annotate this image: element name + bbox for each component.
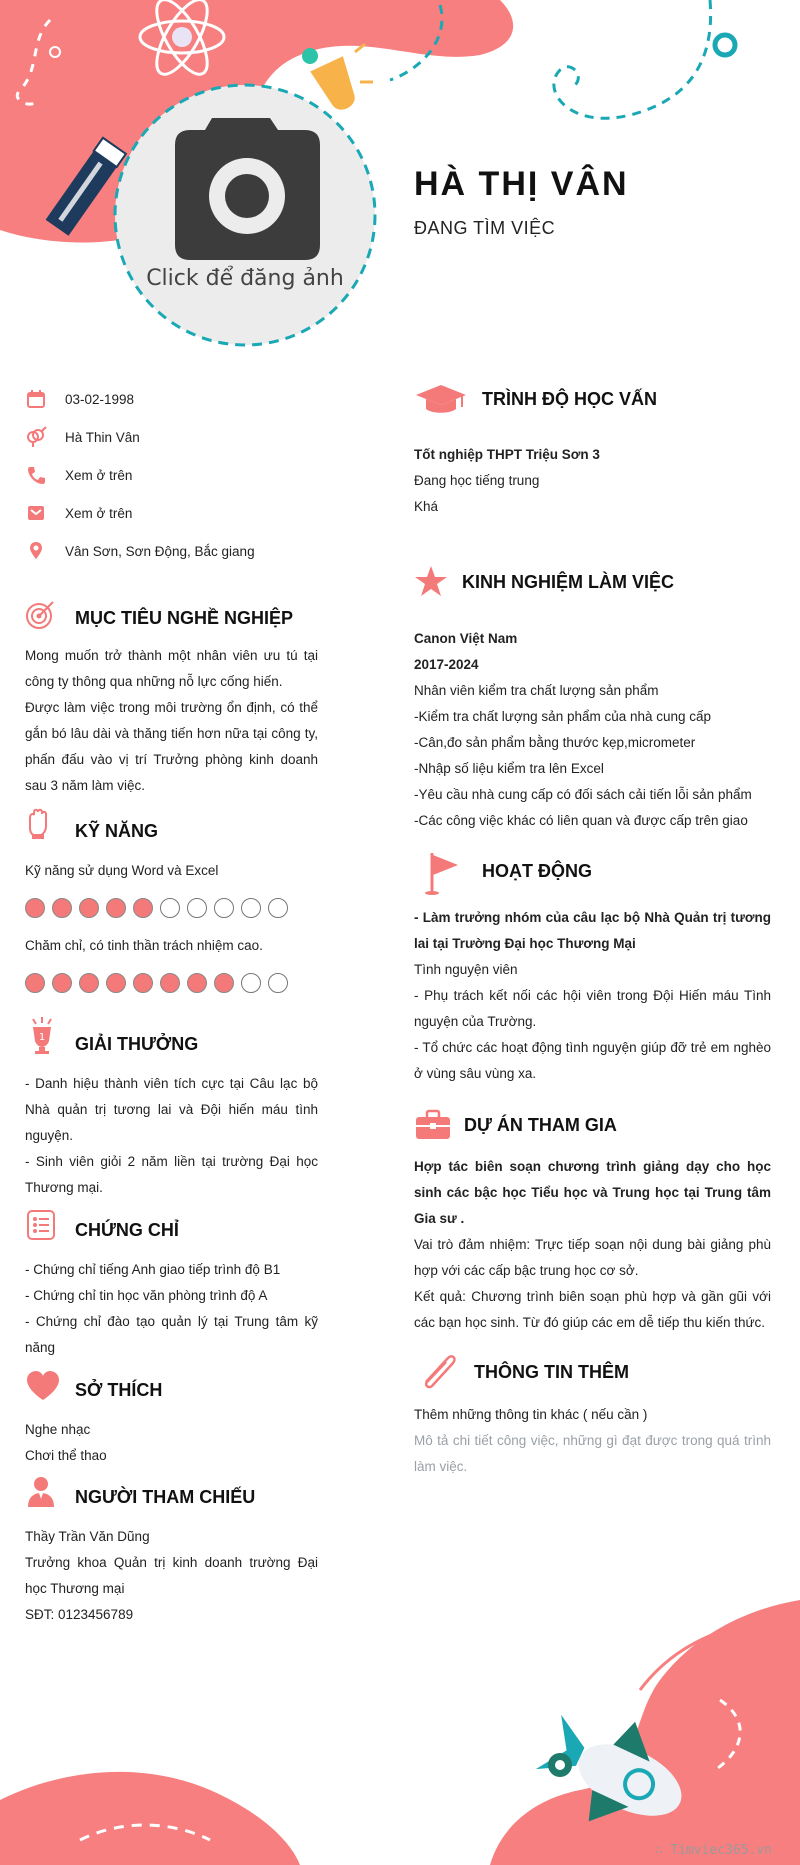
heart-icon [25, 1370, 61, 1402]
projects-title: DỰ ÁN THAM GIA [464, 1115, 617, 1135]
experience-period: 2017-2024 [414, 657, 479, 672]
job-status: ĐANG TÌM VIỆC [414, 218, 556, 238]
rating-dot-filled[interactable] [79, 973, 99, 993]
activity-line: - Tổ chức các hoạt động tình nguyện giúp đỡ trẻ em nghèo ở vùng sâu vùng xa. [414, 1040, 771, 1081]
hobby-line: Nghe nhạc [25, 1422, 91, 1437]
objective-text [25, 643, 318, 799]
extra-title: THÔNG TIN THÊM [474, 1362, 629, 1382]
objective-line: Được làm việc trong môi trường ổn định, có thể gắn bó lâu dài và thăng tiến hơn nữa tại công ty, phấn đấu vào vị trí Trưởng phòng kinh doanh sau 3 năm làm việc. [25, 700, 318, 793]
project-line: Vai trò đảm nhiệm: Trực tiếp soạn nội dung bài giảng phù hợp với các cấp bậc trung học cơ sở. [414, 1237, 771, 1278]
rating-dot-empty[interactable] [160, 898, 180, 918]
contact-text: 03-02-1998 [65, 392, 135, 407]
rating-dot-filled[interactable] [133, 898, 153, 918]
certificate-line: - Chứng chỉ tiếng Anh giao tiếp trình độ B1 [25, 1262, 281, 1277]
rating-dot-filled[interactable] [160, 973, 180, 993]
watermark: ∴ Timviec365.vn [654, 1843, 772, 1858]
extra-text [414, 1402, 771, 1480]
rating-dot-empty[interactable] [187, 898, 207, 918]
candidate-name: HÀ THỊ VÂN [414, 165, 629, 203]
experience-line: -Nhập số liệu kiểm tra lên Excel [414, 761, 604, 776]
experience-text [414, 626, 771, 834]
activity-heading: - Làm trưởng nhóm của câu lạc bộ Nhà Quản trị tương lai tại Trường Đại học Thương Mại [414, 910, 771, 951]
award-line: - Danh hiệu thành viên tích cực tại Câu lạc bộ Nhà quản trị tương lai và Đội hiến máu tình nguyện. [25, 1076, 318, 1143]
contact-text: Vân Sơn, Sơn Động, Bắc giang [65, 544, 255, 559]
svg-text:1: 1 [38, 1032, 46, 1043]
upload-photo-button[interactable]: Click để đăng ảnh [146, 266, 344, 291]
target-icon [25, 598, 57, 630]
paperclip-icon [418, 1350, 460, 1390]
contact-text: Xem ở trên [65, 468, 133, 483]
camera-icon [175, 118, 320, 260]
rating-dot-filled[interactable] [25, 973, 45, 993]
experience-line: Nhân viên kiểm tra chất lượng sản phẩm [414, 683, 659, 698]
skills-title: KỸ NĂNG [75, 821, 159, 841]
watermark-text: Timviec365.vn [670, 1843, 772, 1858]
star-icon [414, 565, 448, 597]
education-title: TRÌNH ĐỘ HỌC VẤN [482, 389, 657, 409]
certificate-line: - Chứng chỉ đào tạo quản lý tại Trung tâm kỹ năng [25, 1314, 318, 1355]
certificate-line: - Chứng chỉ tin học văn phòng trình độ A [25, 1288, 268, 1303]
contact-text: Xem ở trên [65, 506, 133, 521]
rating-dot-empty[interactable] [268, 898, 288, 918]
reference-line: SĐT: 0123456789 [25, 1607, 134, 1622]
activities-title: HOẠT ĐỘNG [482, 861, 592, 881]
rating-dot-empty[interactable] [241, 973, 261, 993]
trophy-icon [25, 1015, 59, 1055]
phone-icon [25, 464, 47, 486]
objective-title: MỤC TIÊU NGHỀ NGHIỆP [75, 608, 294, 628]
education-text [414, 442, 771, 520]
awards-text [25, 1071, 318, 1201]
experience-company: Canon Việt Nam [414, 631, 518, 646]
extra-placeholder[interactable]: Mô tả chi tiết công việc, những gì đạt được trong quá trình làm việc. [414, 1433, 771, 1474]
project-heading: Hợp tác biên soạn chương trình giảng dạy cho học sinh các bậc học Tiểu học và Trung học tại Trung tâm Gia sư . [414, 1159, 771, 1226]
rating-dot-empty[interactable] [214, 898, 234, 918]
skill-label: Chăm chỉ, có tinh thần trách nhiệm cao. [25, 938, 263, 953]
skill-rating [25, 898, 288, 918]
hobbies-text [25, 1417, 318, 1469]
rating-dot-filled[interactable] [106, 898, 126, 918]
skill-rating [25, 973, 288, 993]
briefcase-icon [414, 1109, 452, 1141]
fist-icon [25, 808, 51, 840]
gender-icon [25, 426, 47, 448]
award-line: - Sinh viên giỏi 2 năm liền tại trường Đại học Thương mại. [25, 1154, 318, 1195]
rating-dot-filled[interactable] [79, 898, 99, 918]
rating-dot-filled[interactable] [52, 973, 72, 993]
project-line: Kết quả: Chương trình biên soạn phù hợp và gần gũi với các bạn học sinh. Từ đó giúp các em dễ tiếp thu kiến thức. [414, 1289, 771, 1330]
activity-line: Tình nguyện viên [414, 962, 518, 977]
references-title: NGƯỜI THAM CHIẾU [75, 1487, 256, 1507]
email-icon [25, 502, 47, 524]
activity-line: - Phụ trách kết nối các hội viên trong Đội Hiến máu Tình nguyện của Trường. [414, 988, 771, 1029]
hobbies-title: SỞ THÍCH [75, 1380, 163, 1400]
activities-text [414, 905, 771, 1087]
hobby-line: Chơi thể thao [25, 1448, 107, 1463]
rating-dot-empty[interactable] [241, 898, 261, 918]
experience-line: -Các công việc khác có liên quan và được cấp trên giao [414, 813, 748, 828]
references-text [25, 1524, 318, 1628]
certificates-title: CHỨNG CHỈ [75, 1220, 179, 1240]
experience-line: -Kiểm tra chất lượng sản phẩm của nhà cung cấp [414, 709, 712, 724]
rating-dot-filled[interactable] [133, 973, 153, 993]
location-icon [25, 540, 47, 562]
experience-line: -Yêu cầu nhà cung cấp có đối sách cải tiến lỗi sản phẩm [414, 787, 752, 802]
reference-line: Trưởng khoa Quản trị kinh doanh trường Đại học Thương mại [25, 1555, 318, 1596]
awards-title: GIẢI THƯỞNG [75, 1034, 199, 1054]
person-icon [25, 1475, 57, 1509]
extra-line: Thêm những thông tin khác ( nếu cần ) [414, 1407, 648, 1422]
projects-text [414, 1154, 771, 1336]
experience-line: -Cân,đo sản phẩm bằng thước kẹp,micrometer [414, 735, 696, 750]
rating-dot-filled[interactable] [106, 973, 126, 993]
objective-line: Mong muốn trở thành một nhân viên ưu tú tại công ty thông qua những nỗ lực cống hiến. [25, 648, 318, 689]
flag-icon [422, 851, 462, 897]
rating-dot-filled[interactable] [52, 898, 72, 918]
rating-dot-empty[interactable] [268, 973, 288, 993]
skill-label: Kỹ năng sử dụng Word và Excel [25, 863, 219, 878]
certificate-icon [25, 1208, 57, 1242]
rating-dot-filled[interactable] [25, 898, 45, 918]
education-line: Đang học tiếng trung [414, 473, 540, 488]
education-line: Khá [414, 499, 439, 514]
certificates-text [25, 1257, 318, 1361]
contact-text: Hà Thin Vân [65, 430, 140, 445]
experience-title: KINH NGHIỆM LÀM VIỆC [462, 572, 675, 592]
calendar-icon [25, 388, 47, 410]
reference-line: Thầy Trần Văn Dũng [25, 1529, 150, 1544]
graduation-cap-icon [414, 383, 468, 415]
rating-dot-filled[interactable] [214, 973, 234, 993]
rating-dot-filled[interactable] [187, 973, 207, 993]
education-school: Tốt nghiệp THPT Triệu Sơn 3 [414, 447, 600, 462]
